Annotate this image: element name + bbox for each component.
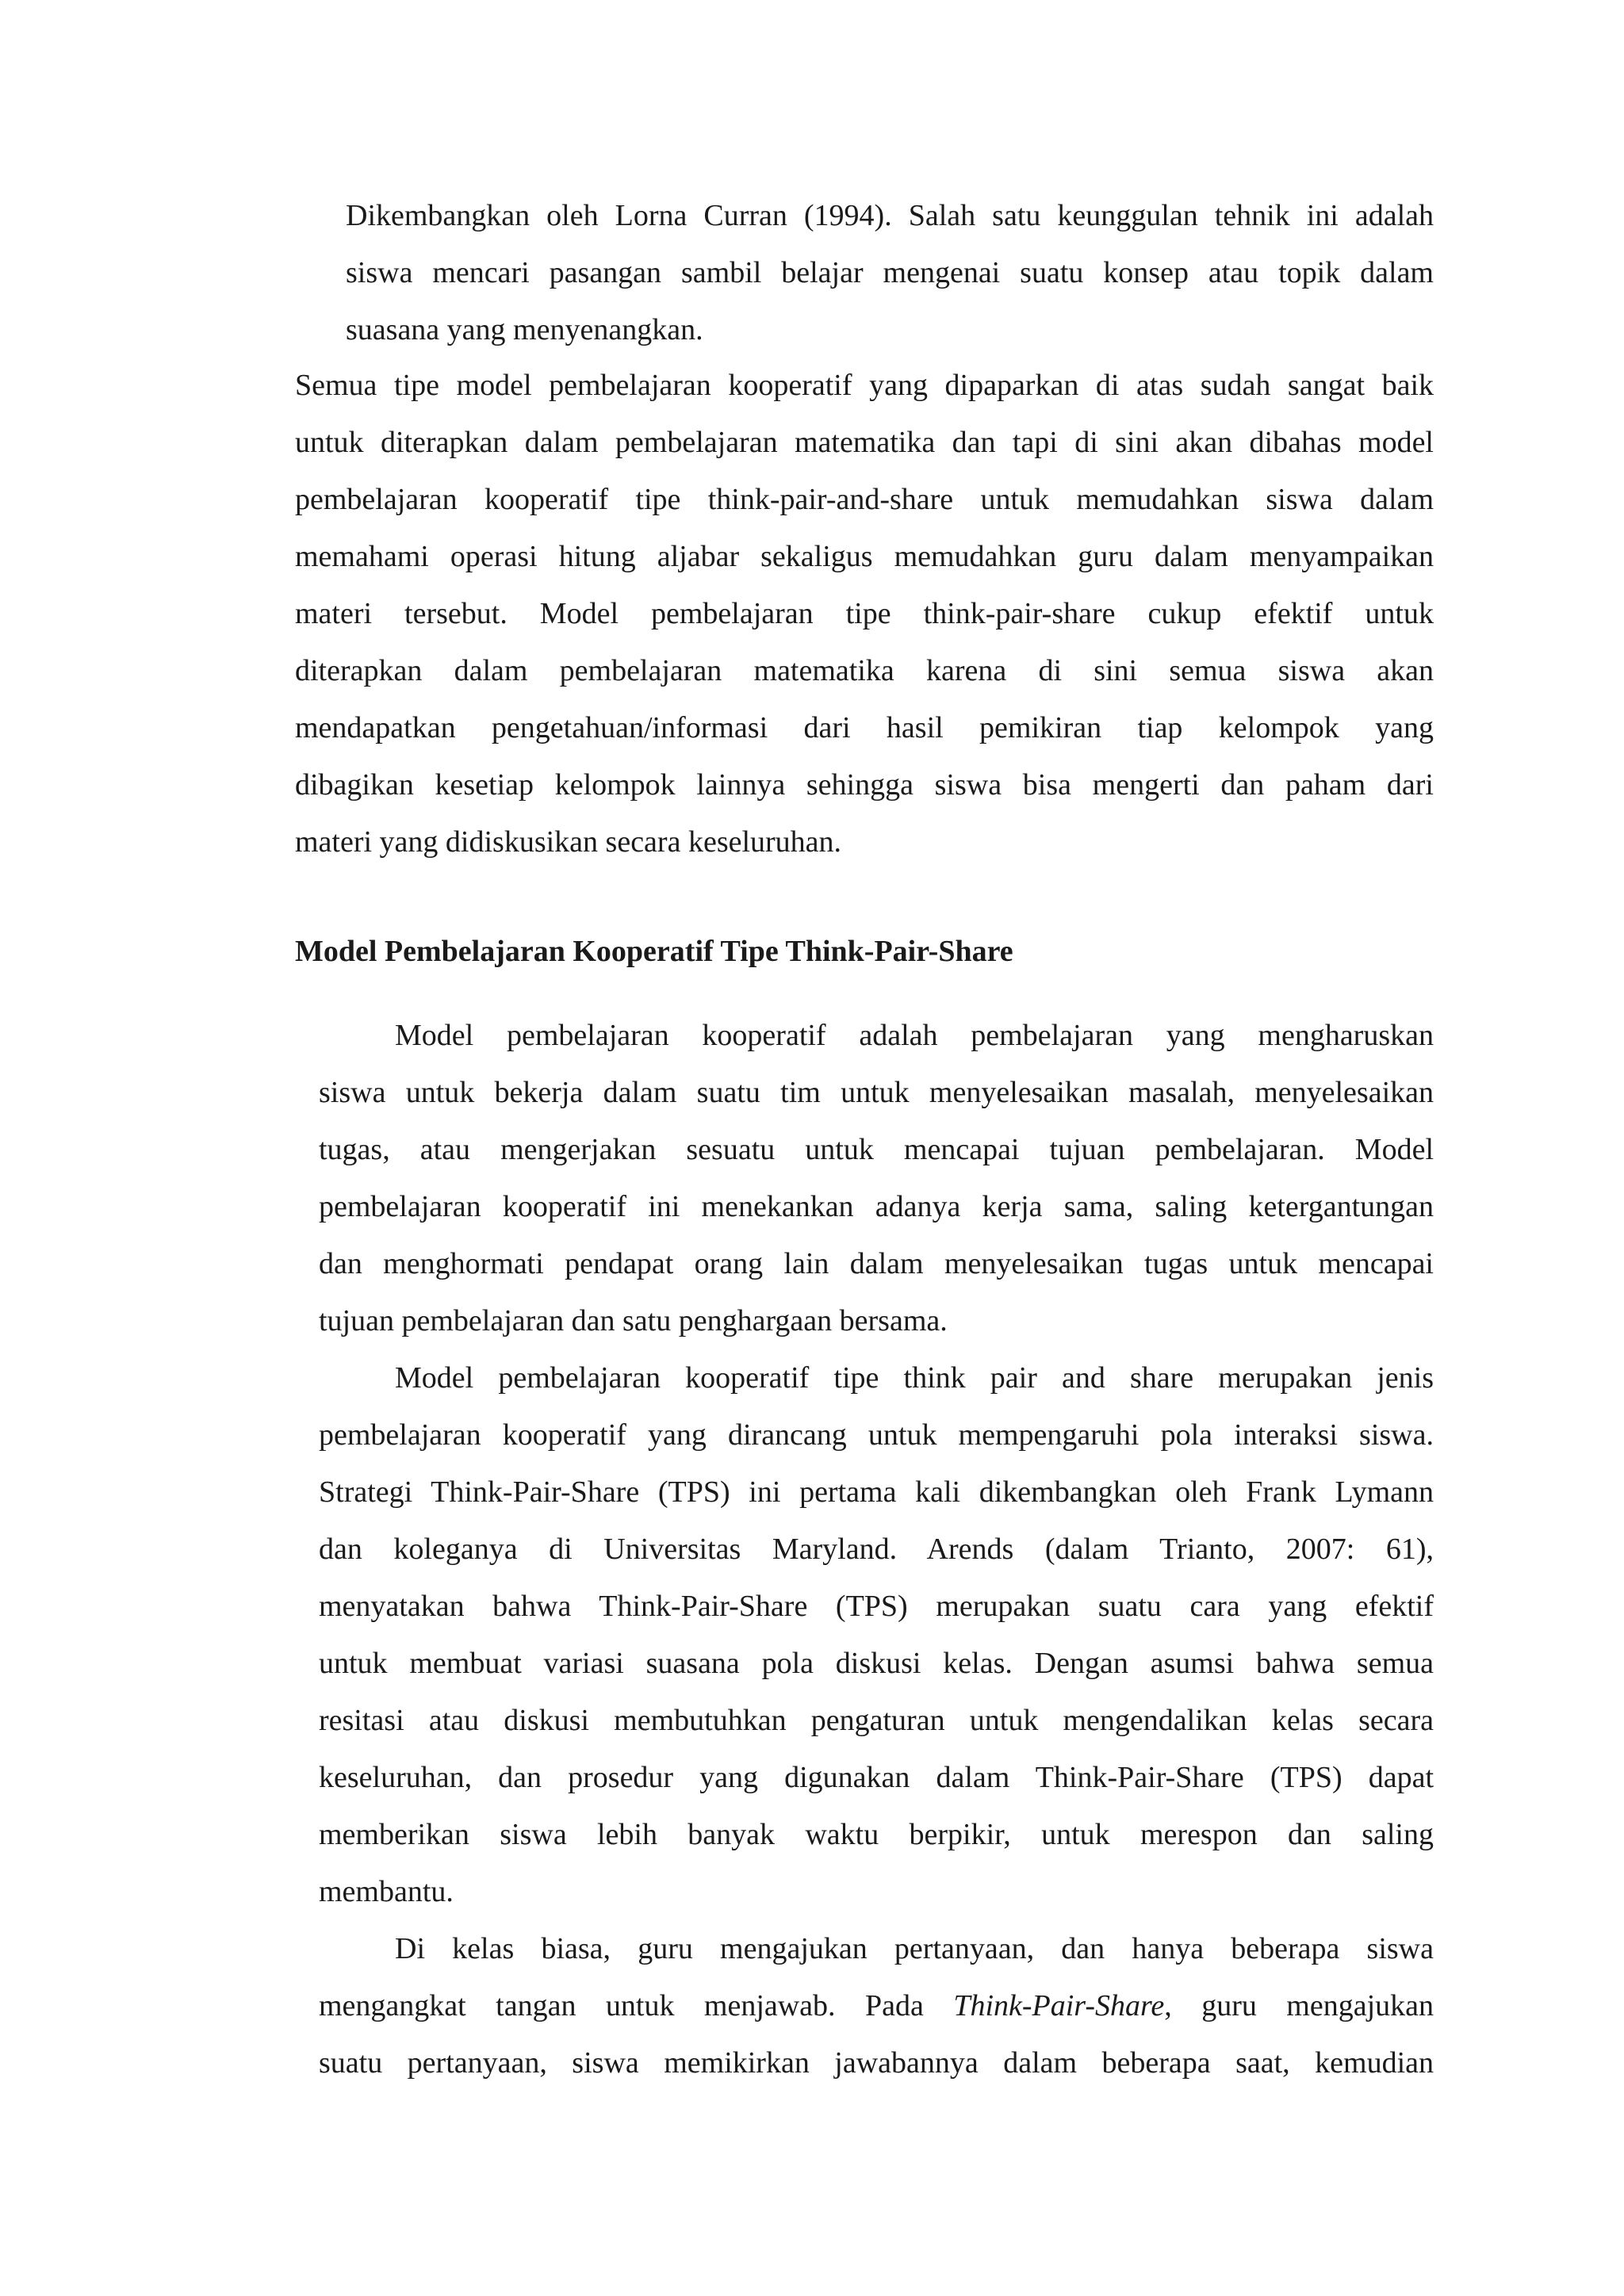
text-line: dan menghormati pendapat orang lain dalam menyelesaikan tugas untuk mencapai bbox=[319, 1247, 1434, 1280]
text-line: menyatakan bahwa Think-Pair-Share (TPS) merupakan suatu cara yang efektif bbox=[319, 1590, 1434, 1623]
text-line: keseluruhan, dan prosedur yang digunakan dalam Think-Pair-Share (TPS) dapat bbox=[319, 1761, 1434, 1794]
paragraph-class bbox=[319, 1920, 1434, 2091]
text-line: tugas, atau mengerjakan sesuatu untuk mencapai tujuan pembelajaran. Model bbox=[319, 1133, 1434, 1166]
text-line: pembelajaran kooperatif tipe think-pair-and-share untuk memudahkan siswa dalam bbox=[295, 483, 1434, 516]
paragraph-summary bbox=[295, 357, 1434, 871]
text-line: Di kelas biasa, guru mengajukan pertanyaan, dan hanya beberapa siswa bbox=[395, 1932, 1434, 1965]
text-line: Model pembelajaran kooperatif tipe think pair and share merupakan jenis bbox=[395, 1361, 1434, 1395]
text-line: membantu. bbox=[319, 1875, 454, 1908]
text-line: diterapkan dalam pembelajaran matematika karena di sini semua siswa akan bbox=[295, 654, 1434, 687]
paragraph-definition bbox=[319, 1007, 1434, 1349]
text-line: materi yang didiskusikan secara keseluruhan. bbox=[295, 825, 842, 859]
section-heading: Model Pembelajaran Kooperatif Tipe Think-Pair-Share bbox=[295, 935, 1013, 968]
text-line: Dikembangkan oleh Lorna Curran (1994). Salah satu keunggulan tehnik ini adalah bbox=[346, 199, 1434, 232]
text-fragment: , guru mengajukan bbox=[1164, 1989, 1434, 2022]
text-line: siswa untuk bekerja dalam suatu tim untuk menyelesaikan masalah, menyelesaikan bbox=[319, 1076, 1434, 1109]
text-line: Strategi Think-Pair-Share (TPS) ini pertama kali dikembangkan oleh Frank Lymann bbox=[319, 1475, 1434, 1509]
text-fragment: mengangkat tangan untuk menjawab. Pada bbox=[319, 1989, 924, 2022]
text-line-with-italic bbox=[319, 1977, 1434, 2034]
text-line: suatu pertanyaan, siswa memikirkan jawabannya dalam beberapa saat, kemudian bbox=[319, 2046, 1434, 2080]
text-line: siswa mencari pasangan sambil belajar mengenai suatu konsep atau topik dalam bbox=[346, 256, 1434, 289]
list-item-continuation bbox=[346, 187, 1434, 358]
text-line: memahami operasi hitung aljabar sekaligus memudahkan guru dalam menyampaikan bbox=[295, 540, 1434, 573]
text-line: memberikan siswa lebih banyak waktu berpikir, untuk merespon dan saling bbox=[319, 1818, 1434, 1851]
paragraph-tps bbox=[319, 1349, 1434, 1920]
text-line: suasana yang menyenangkan. bbox=[346, 313, 703, 346]
text-line: resitasi atau diskusi membutuhkan pengaturan untuk mengendalikan kelas secara bbox=[319, 1704, 1434, 1737]
text-line: mendapatkan pengetahuan/informasi dari hasil pemikiran tiap kelompok yang bbox=[295, 711, 1434, 744]
italic-term: Think-Pair-Share bbox=[953, 1989, 1165, 2022]
text-line: untuk membuat variasi suasana pola diskusi kelas. Dengan asumsi bahwa semua bbox=[319, 1647, 1434, 1680]
text-line: tujuan pembelajaran dan satu penghargaan bersama. bbox=[319, 1304, 948, 1337]
text-line: dan koleganya di Universitas Maryland. Arends (dalam Trianto, 2007: 61), bbox=[319, 1533, 1434, 1566]
text-line: dibagikan kesetiap kelompok lainnya sehingga siswa bisa mengerti dan paham dari bbox=[295, 768, 1434, 802]
text-line: Semua tipe model pembelajaran kooperatif yang dipaparkan di atas sudah sangat baik bbox=[295, 369, 1434, 402]
text-line: pembelajaran kooperatif yang dirancang untuk mempengaruhi pola interaksi siswa. bbox=[319, 1418, 1434, 1452]
text-line: materi tersebut. Model pembelajaran tipe think-pair-share cukup efektif untuk bbox=[295, 597, 1434, 630]
text-line: pembelajaran kooperatif ini menekankan adanya kerja sama, saling ketergantungan bbox=[319, 1190, 1434, 1223]
text-line: Model pembelajaran kooperatif adalah pembelajaran yang mengharuskan bbox=[395, 1019, 1434, 1052]
text-line: untuk diterapkan dalam pembelajaran matematika dan tapi di sini akan dibahas model bbox=[295, 426, 1434, 459]
